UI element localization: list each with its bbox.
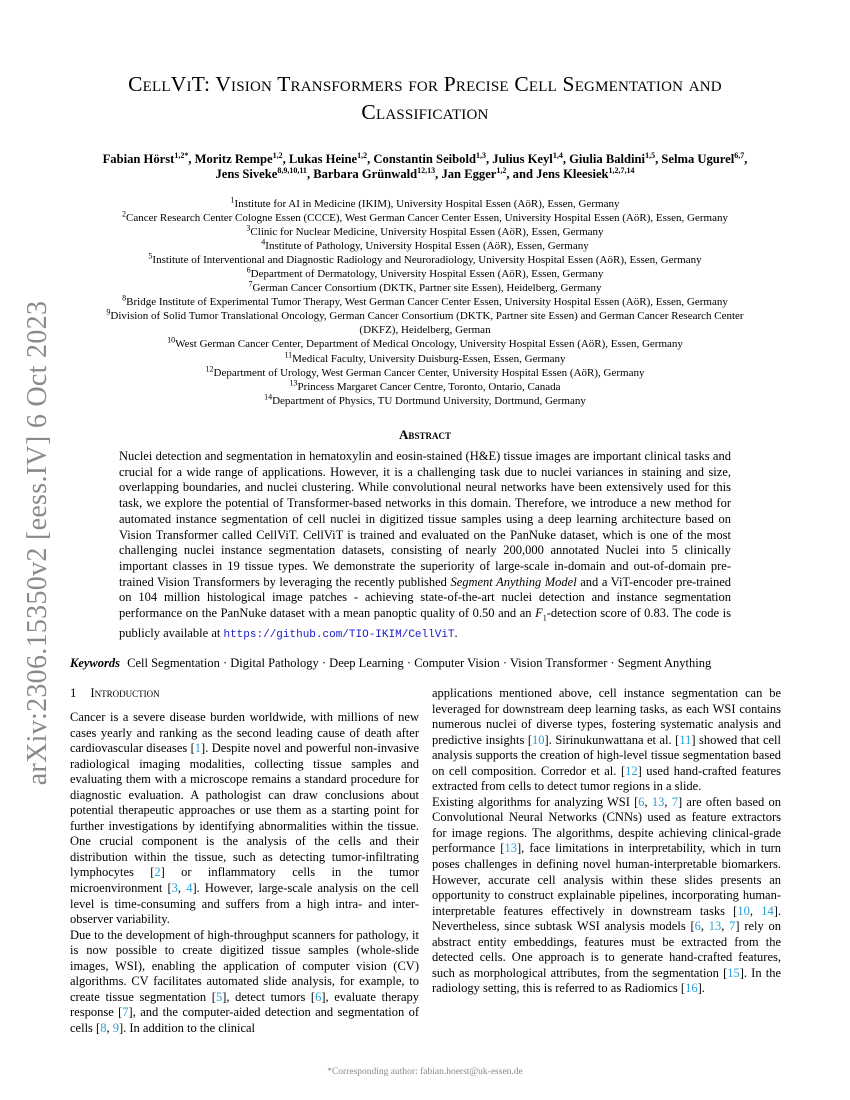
affiliation-line: $^3$Clinic for Nuclear Medicine, University Hospital Essen (AöR), Essen, Germany [246, 223, 604, 239]
affiliation-line: $^1$Institute for AI in Medicine (IKIM), University Hospital Essen (AöR), Essen, Germany [230, 195, 620, 210]
keywords-list: Cell Segmentation · Digital Pathology · Deep Learning · Computer Vision · Vision Transformer · Segment Anything [127, 656, 712, 670]
affiliation-line: $^{12}$Department of Urology, West German Cancer Center, University Hospital Essen (AöR), Germany [205, 363, 645, 379]
arxiv-id: arXiv:2306.15350v2 [eess.IV] 6 Oct 2023 [22, 300, 53, 785]
abstract-heading: Abstract [399, 427, 451, 442]
author-list [65, 152, 785, 182]
title-line-2: Classification [361, 100, 489, 124]
left-column [70, 710, 419, 1036]
code-link[interactable]: https://github.com/TIO-IKIM/CellViT [223, 629, 455, 642]
authors-line-1: Fabian Hörst$^{1,2*}$, Moritz Rempe$^{1,2}$, Lukas Heine$^{1,2}$, Constantin Seibold$^{1,3}$, Julius Keyl$^{1,4}$, Giulia Baldini$^{1,5}$, Selma Ugurel$^{6,7}$, [102, 150, 748, 166]
title-line-1: CellViT: Vision Transformers for Precise Cell Segmentation and [128, 72, 722, 96]
section-title: Introduction [90, 686, 160, 700]
affiliation-line: $^{10}$West German Cancer Center, Department of Medical Oncology, University Hospital Essen (AöR), Essen, Germany [167, 335, 683, 351]
authors-line-2: Jens Siveke$^{8,9,10,11}$, Barbara Grünwald$^{12,13}$, Jan Egger$^{1,2}$, and Jens Kleesiek$^{1,2,7,14}$ [215, 165, 635, 181]
affiliation-line: $^9$Division of Solid Tumor Translational Oncology, German Cancer Consortium (DKTK, Partner site Essen) and German Cancer Research Center [106, 307, 744, 323]
affiliation-line: $^{11}$Medical Faculty, University Duisburg-Essen, Essen, Germany [284, 349, 566, 365]
keywords-line [70, 656, 790, 671]
paragraph: Existing algorithms for analyzing WSI [6, 13, 7] are often based on Convolutional Neural Networks (CNNs) used as feature extractors for image regions. The algorithms, despite achieving clinical-grade performance [13], face limitations in interpretability, which in turn poses challenges in defining novel human-interpretable biomarkers. However, accurate cell analysis within these slides presents an opportunity to construct explainable pipelines, incorporating human-interpretable features effectively in downstream tasks [10, 14]. Nevertheless, since subtask WSI analysis models [6, 13, 7] rely on abstract entity embeddings, features must be extracted from the detected cells. One approach is to generate hand-crafted features, such as morphological attributes, from the segmentation [15]. In the radiology setting, this is referred to as Radiomics [16]. [432, 794, 782, 996]
affiliation-line: $^{13}$Princess Margaret Cancer Centre, Toronto, Ontario, Canada [289, 377, 561, 393]
section-number: 1 [70, 686, 77, 700]
keywords-label: Keywords [70, 656, 120, 670]
affiliation-line: $^5$Institute of Interventional and Diagnostic Radiology and Neuroradiology, University Hospital Essen (AöR), Essen, Germany [148, 251, 702, 267]
right-column [432, 686, 781, 997]
paper-title [70, 70, 780, 126]
paragraph: Due to the development of high-throughput scanners for pathology, it is now possible to create digitized tissue samples (whole-slide images, WSI), enabling the application of computer vision (CV) algorithms. CV facilitates automated slide analysis, for example, to create tissue segmentation [5], detect tumors [6], evaluate therapy response [7], and the computer-aided detection and segmentation of cells [8, 9]. In addition to the clinical [70, 927, 419, 1035]
footnote [0, 1067, 850, 1077]
affiliations [60, 197, 790, 408]
arxiv-sidebar-stamp [18, 300, 58, 785]
section-heading [70, 686, 160, 701]
affiliation-line: $^6$Department of Dermatology, University Hospital Essen (AöR), Essen, Germany [246, 265, 604, 281]
affiliation-line: $^8$Bridge Institute of Experimental Tumor Therapy, West German Cancer Center Essen, University Hospital Essen (AöR), Essen, Germany [122, 293, 728, 309]
paragraph: Cancer is a severe disease burden worldwide, with millions of new cases yearly and ranking as the second leading cause of death after cardiovascular diseases [1]. Despite novel and powerful non-invasive radiological imaging modalities, collecting tissue samples and evaluating them with a microscope remains a standard procedure for diagnostic evaluation. A pathologist can draw conclusions about potential therapeutic approaches or use them as a starting point for further investigations by identifying abnormalities within the tissue. One crucial component is the analysis of the cells and their distribution within the tissue, such as detecting tumor-infiltrating lymphocytes [2] or inflammatory cells in the tumor microenvironment [3, 4]. However, large-scale analysis on the cell level is time-consuming and suffers from a high intra- and inter-observer variability. [70, 710, 420, 927]
affiliation-line: (DKFZ), Heidelberg, German [359, 324, 491, 337]
affiliation-line: $^{14}$Department of Physics, TU Dortmund University, Dortmund, Germany [264, 392, 586, 407]
footnote-text: *Corresponding author: fabian.hoerst@uk-essen.de [327, 1067, 523, 1077]
affiliation-line: $^4$Institute of Pathology, University Hospital Essen (AöR), Essen, Germany [261, 237, 589, 253]
affiliation-line: $^2$Cancer Research Center Cologne Essen (CCCE), West German Cancer Center Essen, University Hospital Essen (AöR), Essen, Germany [122, 209, 728, 225]
paragraph: applications mentioned above, cell instance segmentation can be leveraged for downstream deep learning tasks, as each WSI contains numerous nuclei of diverse types, fostering systematic analysis and predictive insights [10]. Sirinukunwattana et al. [11] showed that cell analysis supports the creation of high-level tissue segmentation based on cell composition. Corredor et al. [12] used hand-crafted features extracted from cells to detect tumor regions in a slide. [432, 686, 781, 794]
affiliation-line: $^7$German Cancer Consortium (DKTK, Partner site Essen), Heidelberg, Germany [248, 279, 602, 295]
abstract-body: Nuclei detection and segmentation in hematoxylin and eosin-stained (H&E) tissue images are important clinical tasks and crucial for a wide range of applications. However, it is a challenging task due to nuclei variances in staining and size, overlapping boundaries, and nuclei clustering. While convolutional neural networks have been extensively used for this task, we explore the potential of Transformer-based networks in this domain. Therefore, we introduce a new method for automated instance segmentation of cell nuclei in digitized tissue samples using a deep learning architecture based on Vision Transformer called CellViT. CellViT is trained and evaluated on the PanNuke dataset, which is one of the most challenging nuclei instance segmentation datasets, consisting of nearly 200,000 annotated Nuclei into 5 clinically important classes in 19 tissue types. We demonstrate the superiority of large-scale in-domain and out-of-domain pre-trained Vision Transformers by leveraging the recently published Segment Anything Model and a ViT-encoder pre-trained on 104 million histological image patches - achieving state-of-the-art nuclei detection and instance segmentation performance on the PanNuke dataset with a mean panoptic quality of 0.50 and an $F_1$-detection score of 0.83. The code is publicly available at https://github.com/TIO-IKIM/CellViT. [119, 449, 732, 642]
